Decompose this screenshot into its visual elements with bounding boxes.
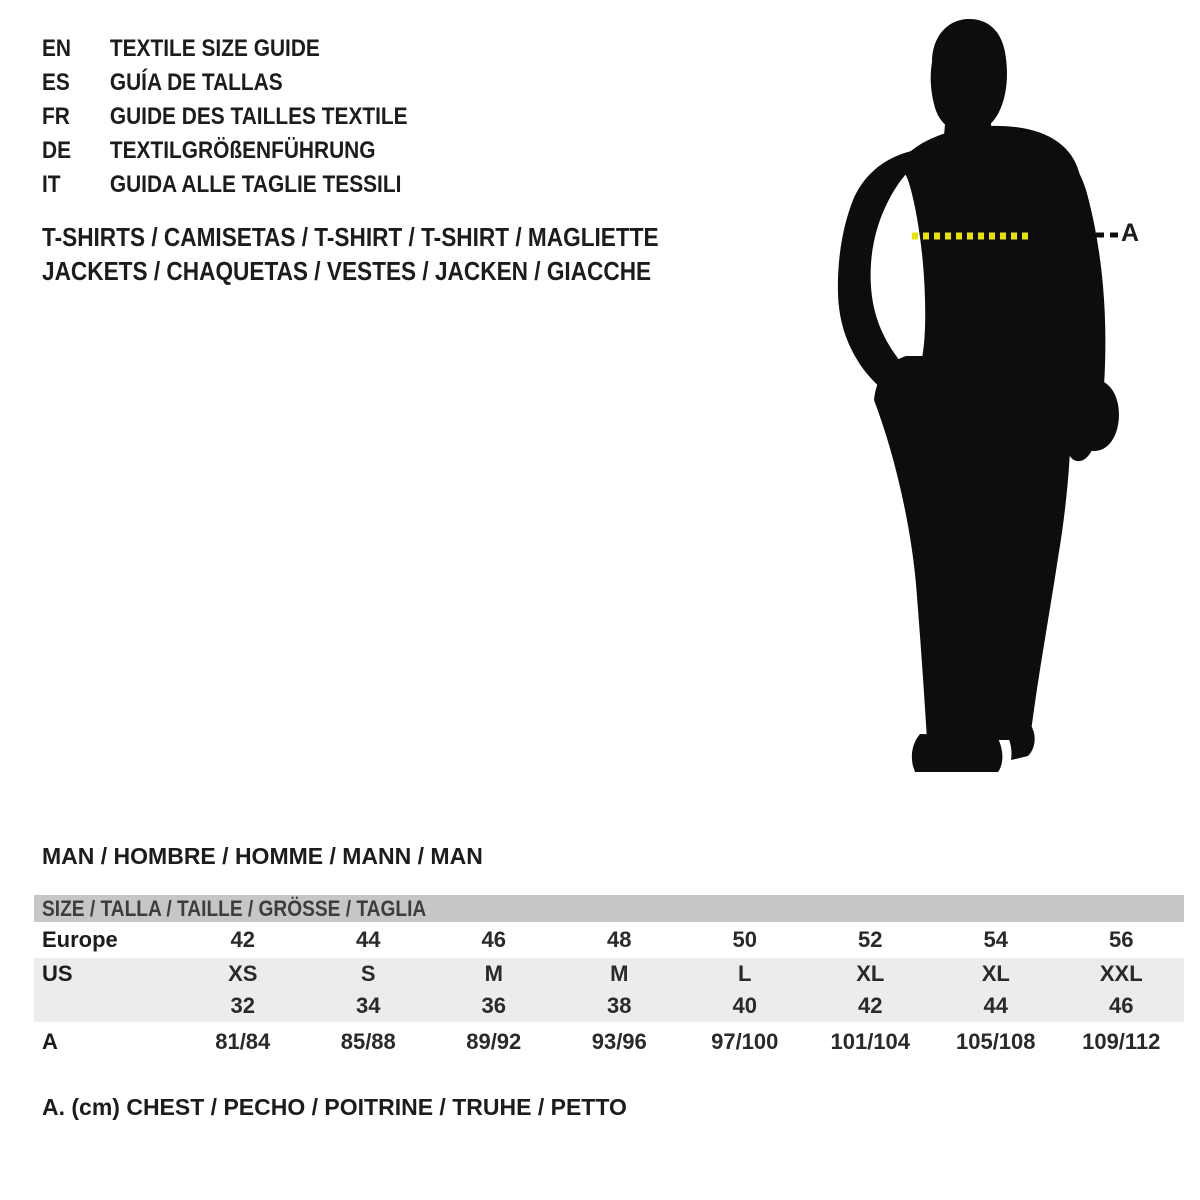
silhouette-front-foot (912, 734, 1003, 772)
language-row-es (42, 66, 408, 100)
language-code: EN (42, 35, 72, 62)
size-cell: 42 (230, 927, 255, 952)
size-cell: 44 (983, 993, 1008, 1018)
size-cell: XXL (1099, 961, 1143, 986)
language-label: GUÍA DE TALLAS (109, 69, 283, 96)
row-label: US (42, 961, 73, 986)
language-row-en (42, 32, 408, 66)
garment-categories (42, 220, 751, 288)
size-cell: 40 (732, 993, 757, 1018)
language-label: GUIDE DES TAILLES TEXTILE (109, 103, 408, 130)
language-code: ES (42, 69, 70, 96)
size-cell: 105/108 (955, 1029, 1036, 1054)
size-cell: XS (228, 961, 258, 986)
size-cell: 42 (858, 993, 883, 1018)
size-cell: 81/84 (215, 1029, 271, 1054)
size-cell: 46 (481, 927, 506, 952)
size-cell: 38 (607, 993, 632, 1018)
man-silhouette-figure (820, 0, 1200, 800)
silhouette-legs (874, 356, 1071, 740)
size-cell: 97/100 (711, 1029, 779, 1054)
size-cell: 44 (356, 927, 381, 952)
silhouette-right-fist (1075, 380, 1119, 451)
size-cell: 36 (481, 993, 506, 1018)
size-cell: S (360, 961, 376, 986)
size-cell: 50 (732, 927, 757, 952)
language-label: TEXTILGRÖßENFÜHRUNG (109, 137, 376, 164)
size-table-header (34, 895, 1184, 922)
row-label: Europe (42, 927, 118, 952)
size-cell: 52 (858, 927, 883, 952)
size-cell: 46 (1109, 993, 1134, 1018)
language-row-de (42, 134, 408, 168)
table-row-us (34, 958, 1184, 990)
size-cell: 56 (1109, 927, 1134, 952)
size-table-header-text: SIZE / TALLA / TAILLE / GRÖSSE / TAGLIA (42, 895, 427, 921)
size-cell: M (610, 961, 629, 986)
size-cell: 34 (356, 993, 381, 1018)
table-row-chest-a (34, 1022, 1184, 1062)
measurement-footnote (42, 1094, 627, 1121)
category-line-tshirts (42, 220, 751, 254)
table-row-europe (34, 922, 1184, 958)
language-row-it (42, 168, 408, 202)
language-code: FR (42, 103, 70, 130)
category-line-jackets (42, 254, 751, 288)
size-cell: M (484, 961, 503, 986)
measurement-footnote-text: A. (cm) CHEST / PECHO / POITRINE / TRUHE / PETTO (42, 1094, 627, 1120)
size-cell: 85/88 (340, 1029, 396, 1054)
size-cell: 109/112 (1082, 1029, 1161, 1054)
size-cell: XL (856, 961, 885, 986)
size-cell: 89/92 (466, 1029, 522, 1054)
table-row-us-numeric (34, 990, 1184, 1022)
language-label: TEXTILE SIZE GUIDE (109, 35, 320, 62)
category-line-tshirts-text: T-SHIRTS / CAMISETAS / T-SHIRT / T-SHIRT / MAGLIETTE (42, 221, 659, 252)
language-code: IT (42, 171, 61, 198)
language-code: DE (42, 137, 72, 164)
size-cell: XL (981, 961, 1010, 986)
silhouette-back-foot (1004, 724, 1035, 760)
size-cell: 32 (230, 993, 255, 1018)
size-cell: 48 (607, 927, 632, 952)
row-label: A (42, 1029, 58, 1054)
size-cell: L (738, 961, 752, 986)
category-line-jackets-text: JACKETS / CHAQUETAS / VESTES / JACKEN / GIACCHE (42, 255, 652, 286)
size-cell: 93/96 (591, 1029, 647, 1054)
measurement-a-label: A (1121, 219, 1140, 247)
section-title-man (42, 843, 483, 870)
section-title-text: MAN / HOMBRE / HOMME / MANN / MAN (42, 843, 483, 869)
language-row-fr (42, 100, 408, 134)
size-cell: 54 (983, 927, 1008, 952)
language-title-list (42, 32, 462, 202)
language-label: GUIDA ALLE TAGLIE TESSILI (109, 171, 402, 198)
size-table (34, 895, 1184, 1062)
size-cell: 101/104 (830, 1029, 911, 1054)
